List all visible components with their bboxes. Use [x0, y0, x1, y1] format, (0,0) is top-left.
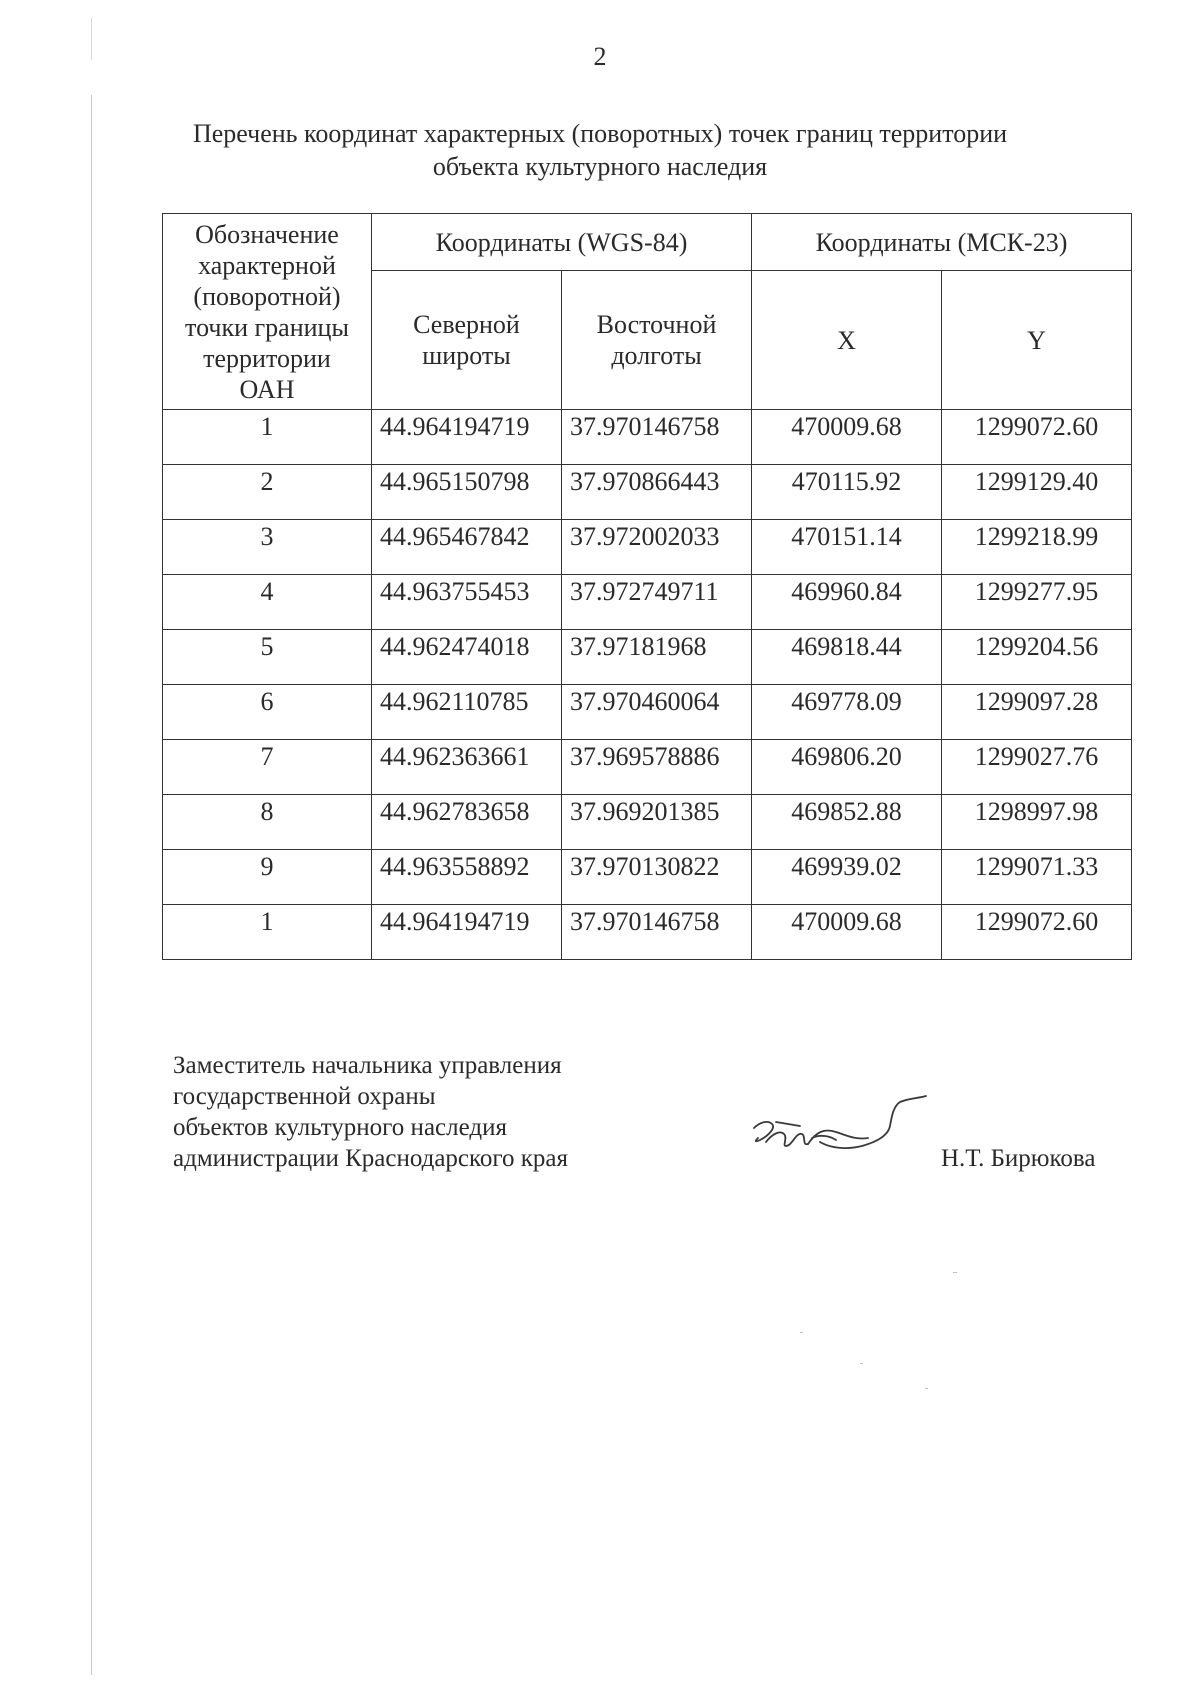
- cell-y: 1299129.40: [942, 465, 1132, 520]
- header-point-line: характерной: [198, 250, 336, 280]
- page-edge: [91, 95, 92, 1675]
- header-x: X: [752, 271, 942, 410]
- cell-longitude: 37.97181968: [562, 630, 752, 685]
- cell-point: 1: [163, 905, 372, 960]
- header-wgs84: Координаты (WGS-84): [372, 214, 752, 271]
- cell-latitude: 44.962110785: [372, 685, 562, 740]
- cell-longitude: 37.970130822: [562, 850, 752, 905]
- cell-x: 469960.84: [752, 575, 942, 630]
- cell-point: 7: [163, 740, 372, 795]
- cell-y: 1299072.60: [942, 905, 1132, 960]
- position-line: государственной охраны: [173, 1083, 436, 1110]
- cell-latitude: 44.962783658: [372, 795, 562, 850]
- title-line-1: Перечень координат характерных (поворотных) точек границ территории: [192, 119, 1008, 148]
- cell-latitude: 44.964194719: [372, 410, 562, 465]
- header-latitude: [372, 271, 562, 410]
- table-row: [163, 520, 1132, 575]
- position-line: Заместитель начальника управления: [173, 1052, 562, 1079]
- cell-longitude: 37.969578886: [562, 740, 752, 795]
- cell-x: 469806.20: [752, 740, 942, 795]
- header-latitude-line: широты: [422, 341, 511, 370]
- cell-x: 469939.02: [752, 850, 942, 905]
- header-point-line: точки границы: [185, 312, 349, 342]
- cell-point: 2: [163, 465, 372, 520]
- scan-speck: [800, 1332, 803, 1333]
- cell-point: 3: [163, 520, 372, 575]
- cell-longitude: 37.969201385: [562, 795, 752, 850]
- page-number: 2: [593, 42, 607, 71]
- table-row: [163, 410, 1132, 465]
- cell-latitude: 44.963755453: [372, 575, 562, 630]
- cell-y: 1299071.33: [942, 850, 1132, 905]
- coordinates-table: [162, 213, 1132, 960]
- scan-speck: [860, 1363, 863, 1364]
- cell-point: 8: [163, 795, 372, 850]
- handwritten-signature: [750, 1092, 930, 1182]
- table-row: [163, 795, 1132, 850]
- table-row: [163, 905, 1132, 960]
- cell-latitude: 44.965150798: [372, 465, 562, 520]
- header-point-line: (поворотной): [193, 281, 341, 311]
- cell-longitude: 37.972749711: [562, 575, 752, 630]
- cell-latitude: 44.962474018: [372, 630, 562, 685]
- cell-x: 469852.88: [752, 795, 942, 850]
- scan-speck: [953, 1272, 957, 1273]
- cell-y: 1299204.56: [942, 630, 1132, 685]
- title-line-2: объекта культурного наследия: [432, 152, 768, 181]
- signer-name: Н.Т. Бирюкова: [941, 1145, 1096, 1172]
- cell-longitude: 37.970460064: [562, 685, 752, 740]
- signatory-position: [173, 1050, 568, 1174]
- document-title: [150, 117, 1050, 183]
- cell-point: 4: [163, 575, 372, 630]
- cell-latitude: 44.963558892: [372, 850, 562, 905]
- cell-x: 469818.44: [752, 630, 942, 685]
- cell-y: 1299027.76: [942, 740, 1132, 795]
- cell-y: 1299218.99: [942, 520, 1132, 575]
- table-row: [163, 575, 1132, 630]
- cell-longitude: 37.970146758: [562, 905, 752, 960]
- header-point-line: Обозначение: [195, 219, 339, 249]
- position-line: администрации Краснодарского края: [173, 1145, 569, 1172]
- table-row: [163, 465, 1132, 520]
- cell-longitude: 37.970146758: [562, 410, 752, 465]
- header-point-line: территории: [203, 343, 331, 373]
- header-point-line: ОАН: [239, 374, 295, 404]
- header-y: Y: [942, 271, 1132, 410]
- cell-point: 5: [163, 630, 372, 685]
- table-row: [163, 685, 1132, 740]
- position-line: объектов культурного наследия: [173, 1114, 507, 1141]
- table-row: [163, 630, 1132, 685]
- cell-latitude: 44.964194719: [372, 905, 562, 960]
- header-longitude-line: Восточной: [596, 310, 717, 339]
- cell-latitude: 44.962363661: [372, 740, 562, 795]
- cell-y: 1299277.95: [942, 575, 1132, 630]
- cell-y: 1299072.60: [942, 410, 1132, 465]
- cell-point: 1: [163, 410, 372, 465]
- header-point-designation: [163, 214, 372, 410]
- cell-x: 469778.09: [752, 685, 942, 740]
- table-row: [163, 850, 1132, 905]
- cell-latitude: 44.965467842: [372, 520, 562, 575]
- cell-longitude: 37.972002033: [562, 520, 752, 575]
- scan-speck: [925, 1388, 928, 1389]
- cell-point: 6: [163, 685, 372, 740]
- cell-point: 9: [163, 850, 372, 905]
- header-msk23: Координаты (МСК-23): [752, 214, 1132, 271]
- cell-x: 470009.68: [752, 905, 942, 960]
- table-row: [163, 740, 1132, 795]
- cell-longitude: 37.970866443: [562, 465, 752, 520]
- cell-y: 1298997.98: [942, 795, 1132, 850]
- header-longitude-line: долготы: [611, 341, 702, 370]
- header-longitude: [562, 271, 752, 410]
- cell-x: 470009.68: [752, 410, 942, 465]
- cell-y: 1299097.28: [942, 685, 1132, 740]
- header-latitude-line: Северной: [413, 310, 520, 339]
- cell-x: 470151.14: [752, 520, 942, 575]
- cell-x: 470115.92: [752, 465, 942, 520]
